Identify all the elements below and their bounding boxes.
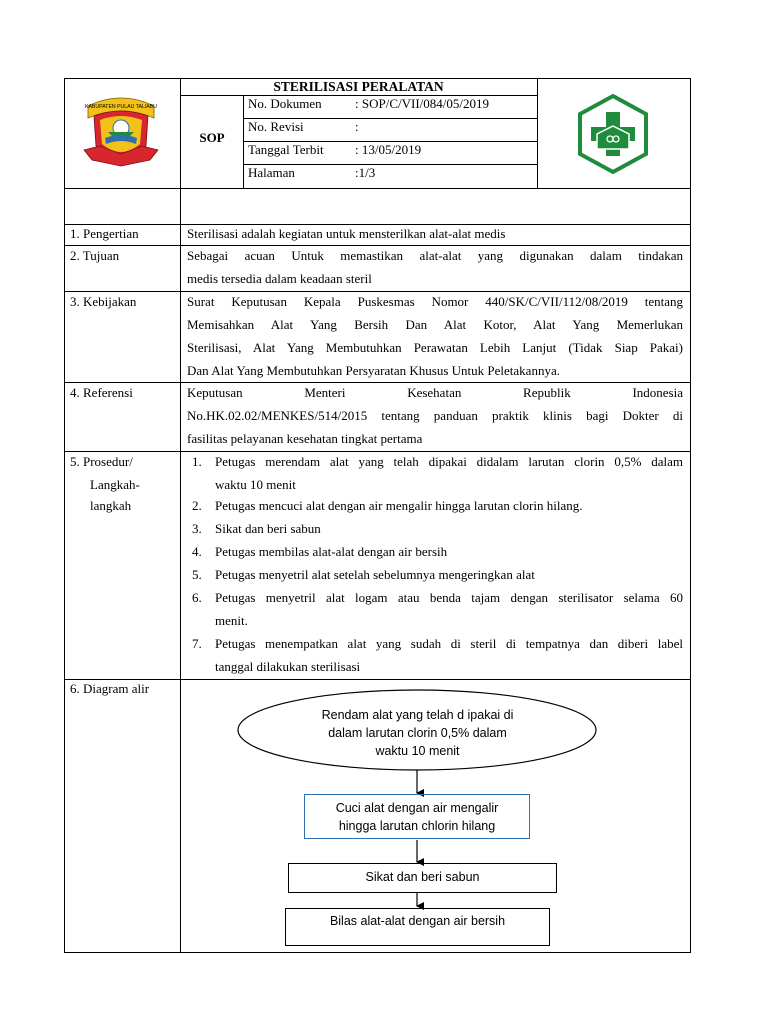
kebijakan-line-3: Sterilisasi, Alat Yang Membutuhkan Perawatan Lebih Lanjut (Tidak Siap Pakai) [187,340,683,355]
field-value-halaman: :1/3 [355,165,376,180]
section-label-kebijakan: 3. Kebijakan [70,294,137,309]
step-number: 3. [192,521,202,536]
step-text: Petugas menyetril alat setelah sebelumnya mengeringkan alat [215,567,535,582]
referensi-line-2: No.HK.02.02/MENKES/514/2015 tentang panduan praktik klinis bagi Dokter di [187,408,683,423]
tujuan-line-1: Sebagai acuan Untuk memastikan alat-alat yang digunakan dalam tindakan [187,248,683,263]
step-text: Petugas merendam alat yang telah dipakai didalam larutan clorin 0,5% dalam [215,454,683,469]
field-label-dokumen: No. Dokumen [248,96,322,111]
step-text: Petugas menempatkan alat yang sudah di steril di tempatnya dan diberi label [215,636,683,651]
section-label-referensi: 4. Referensi [70,385,133,400]
referensi-line-1: Keputusan Menteri Kesehatan Republik Indonesia [187,385,683,400]
step-text-cont: menit. [215,613,248,628]
referensi-line-3: fasilitas pelayanan kesehatan tingkat pertama [187,431,423,446]
svg-text:KABUPATEN PULAU TALIABU: KABUPATEN PULAU TALIABU [85,104,157,110]
step-text-cont: tanggal dilakukan sterilisasi [215,659,361,674]
flow-node-line: Sikat dan beri sabun [365,870,480,884]
field-value-revisi: : [355,119,359,134]
kebijakan-line-4: Dan Alat Yang Membutuhkan Persyaratan Khusus Untuk Peletakannya. [187,363,560,378]
section-label-prosedur-2: Langkah- [90,477,140,492]
tujuan-line-2: medis tersedia dalam keadaan steril [187,271,372,286]
flow-node-line: Bilas alat-alat dengan air bersih [329,914,506,928]
step-text-cont: waktu 10 menit [215,477,296,492]
step-text: Petugas mencuci alat dengan air mengalir hingga larutan clorin hilang. [215,498,583,513]
step-number: 5. [192,567,202,582]
step-text: Petugas menyetril alat logam atau benda tajam dengan sterilisator selama 60 [215,590,683,605]
flow-node-line: hingga larutan chlorin hilang [338,819,496,833]
section-label-tujuan: 2. Tujuan [70,248,120,263]
step-text: Sikat dan beri sabun [215,521,321,536]
section-label-prosedur-3: langkah [90,498,132,513]
step-number: 6. [192,590,202,605]
step-number: 4. [192,544,202,559]
flow-node-line: waktu 10 menit [375,744,460,758]
field-value-tanggal: : 13/05/2019 [355,142,422,157]
flow-node-line: Rendam alat yang telah d ipakai di [321,708,514,722]
flow-node-rinse [285,908,550,946]
step-number: 2. [192,498,202,513]
section-label-diagram: 6. Diagram alir [70,681,150,696]
section-label-prosedur: 5. Prosedur/ [70,454,133,469]
step-text: Petugas membilas alat-alat dengan air bersih [215,544,448,559]
flow-node-line: dalam larutan clorin 0,5% dalam [328,726,507,740]
flow-node-line: Cuci alat dengan air mengalir [335,801,499,815]
kebijakan-line-1: Surat Keputusan Kepala Puskesmas Nomor 440/SK/C/VII/112/08/2019 tentang [187,294,683,309]
field-value-dokumen: : SOP/C/VII/084/05/2019 [355,96,489,111]
flow-node-soak [280,706,555,760]
step-number: 1. [192,454,202,469]
field-label-halaman: Halaman [248,165,295,180]
document-title: STERILISASI PERALATAN [273,79,444,94]
kebijakan-line-2: Memisahkan Alat Yang Bersih Dan Alat Kotor, Alat Yang Memerlukan [187,317,683,332]
section-label-pengertian: 1. Pengertian [70,226,139,241]
sop-label: SOP [199,130,225,145]
step-number: 7. [192,636,202,651]
field-label-revisi: No. Revisi [248,119,304,134]
flow-node-wash [304,794,530,839]
field-label-tanggal: Tanggal Terbit [248,142,324,157]
pengertian-text: Sterilisasi adalah kegiatan untuk mensterilkan alat-alat medis [187,226,506,241]
flow-node-brush [288,863,557,893]
